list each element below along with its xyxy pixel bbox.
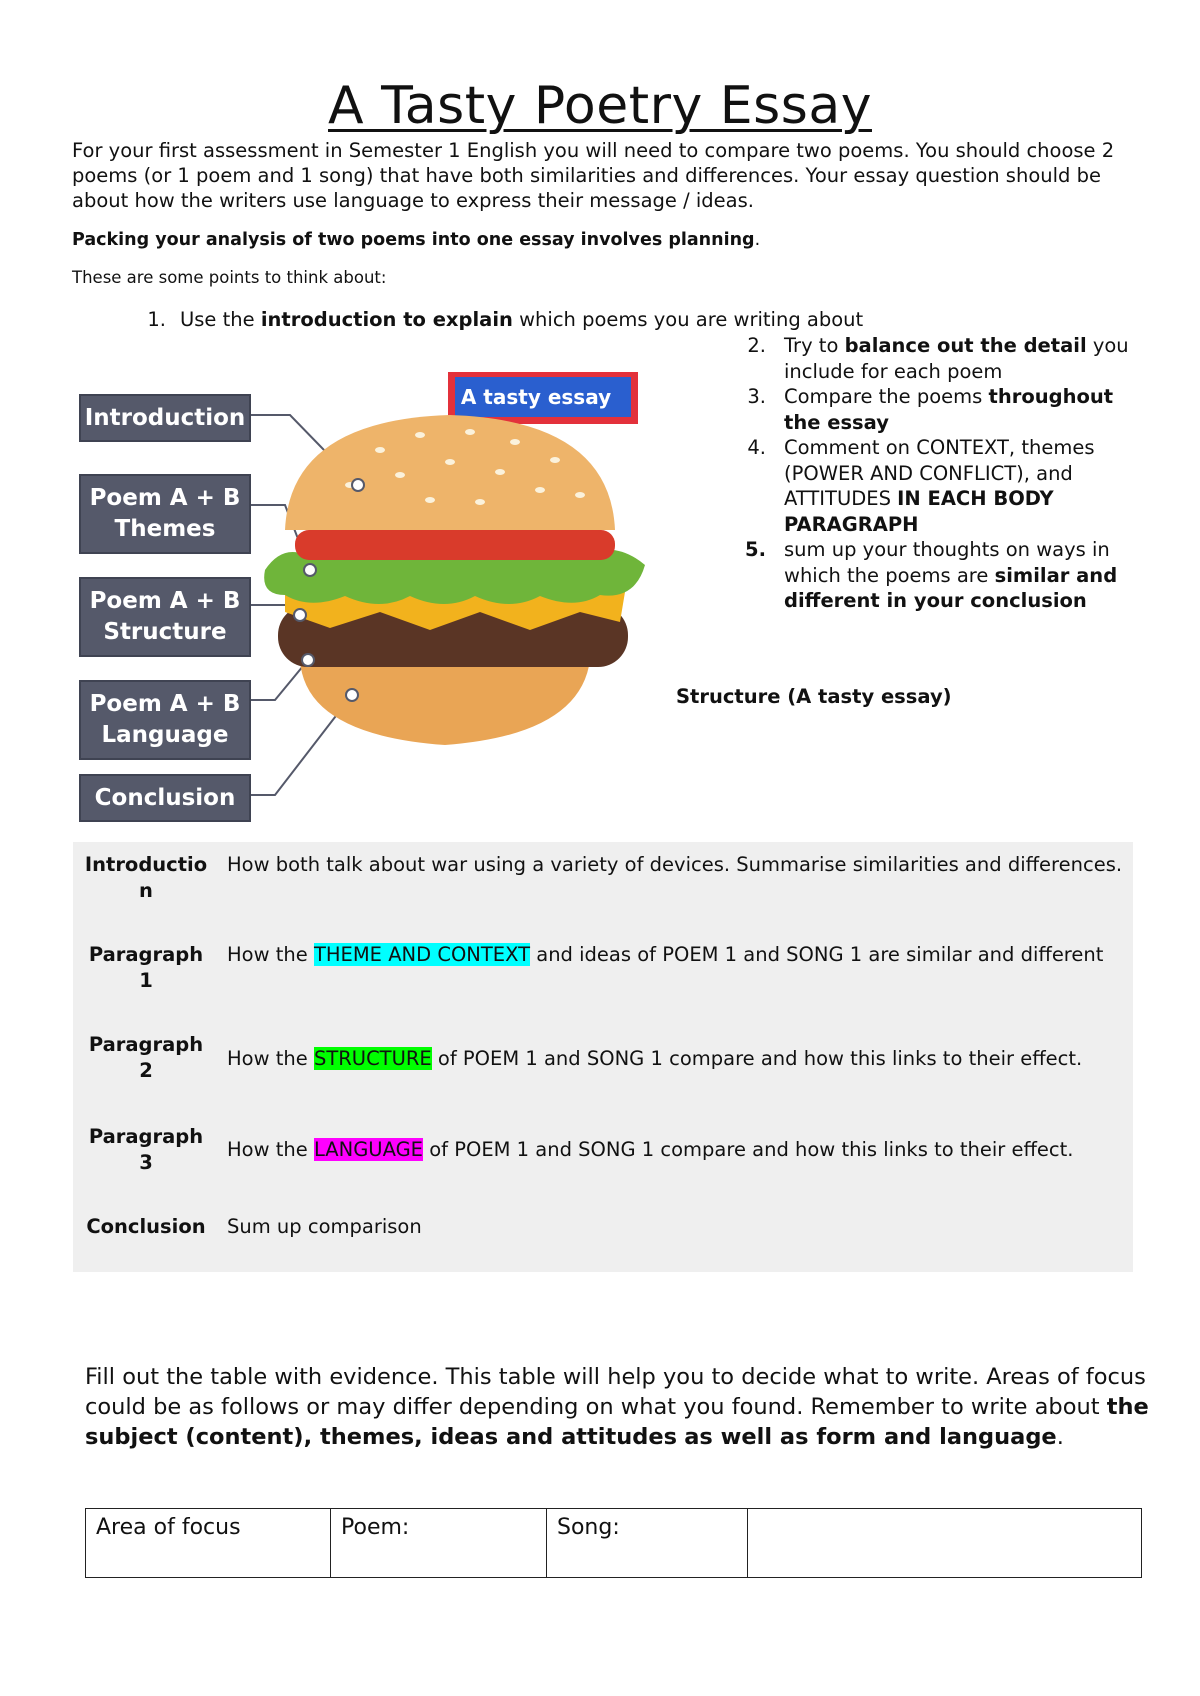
row-label: Introductio n	[84, 853, 208, 902]
label-conclusion: Conclusion	[79, 774, 251, 822]
row-text-part: Sum up comparison	[227, 1215, 422, 1238]
page-title: A Tasty Poetry Essay	[328, 76, 872, 136]
list-text	[784, 435, 1144, 537]
packing-statement	[72, 230, 760, 250]
instruction-bold: form and	[808, 1424, 940, 1450]
row-text-part: and ideas of POEM 1 and SONG 1 are similar and different	[530, 943, 1104, 966]
list-text-bold: similar and different in your conclusion	[784, 563, 1118, 612]
flag-label: A tasty essay	[460, 385, 612, 409]
evidence-table	[85, 1508, 1142, 1578]
row-text-part: How the	[227, 943, 314, 966]
list-text-bold: throughout the essay	[784, 385, 1114, 434]
list-number: 3.	[747, 385, 766, 408]
row-text	[227, 1214, 1127, 1240]
instruction-bold: language	[939, 1424, 1057, 1450]
row-text-part: How the	[227, 1138, 314, 1161]
row-label: Paragraph 2	[88, 1033, 204, 1082]
row-text	[227, 852, 1127, 878]
list-text-part: which poems you are writing about	[512, 308, 864, 331]
list-text-part: you include for each poem	[784, 334, 1129, 383]
list-number: 5.	[745, 538, 766, 561]
top-bun-icon	[285, 415, 615, 530]
list-text-part: sum up your thoughts on ways in which the poems are	[784, 538, 1110, 587]
row-text-part: How the	[227, 1047, 314, 1070]
list-text-part: Use the	[180, 308, 261, 331]
list-text-part: Compare the poems	[784, 385, 989, 408]
row-text	[227, 942, 1127, 968]
bottom-bun-icon	[300, 660, 590, 745]
list-text	[784, 384, 1144, 435]
list-text-bold: introduction to explain	[260, 308, 513, 331]
header-blank[interactable]	[748, 1509, 1142, 1578]
list-text-bold: balance out the detail	[844, 334, 1087, 357]
packing-bold-text: Packing your analysis of two poems into one essay involves planning	[72, 230, 755, 250]
intro-paragraph: For your first assessment in Semester 1 English you will need to compare two poems. You should choose 2 poems (or 1 poem and 1 song) that have both similarities and differences. Your essay question should be about how the writers use language to express their message / ideas.	[72, 139, 1115, 212]
header-song[interactable]: Song:	[547, 1509, 748, 1578]
label-introduction: Introduction	[79, 394, 251, 442]
list-number: 4.	[747, 436, 766, 459]
instruction-text: .	[1056, 1424, 1064, 1450]
label-structure: Poem A + B Structure	[79, 577, 251, 657]
instruction-paragraph	[85, 1362, 1155, 1452]
highlight-theme: THEME AND CONTEXT	[313, 943, 531, 966]
row-label: Paragraph 1	[88, 943, 204, 992]
instruction-text: Fill out the table with evidence. This table will help you to decide what to write. Areas of focus could be as follows or may differ depending on what you found. Remember to write about	[85, 1364, 1146, 1420]
list-text-part: Comment on CONTEXT, themes (POWER AND CONFLICT), and ATTITUDES	[784, 436, 1095, 510]
row-text	[227, 1137, 1127, 1163]
list-text	[180, 307, 863, 333]
structure-caption: Structure (A tasty essay)	[676, 685, 952, 708]
list-text	[784, 333, 1144, 384]
list-text-part: Try to	[784, 334, 845, 357]
row-text	[227, 1046, 1127, 1072]
header-poem[interactable]: Poem:	[331, 1509, 547, 1578]
row-text-part: How both talk about war using a variety of devices. Summarise similarities and differences.	[227, 853, 1123, 876]
highlight-structure: STRUCTURE	[313, 1047, 432, 1070]
packing-end: .	[754, 230, 761, 250]
essay-plan-table	[73, 842, 1133, 1272]
list-text-bold: IN EACH BODY PARAGRAPH	[784, 487, 1054, 536]
row-label: Conclusion	[86, 1215, 206, 1238]
list-number: 1.	[147, 308, 166, 331]
instruction-bold: the subject (content), themes, ideas and attitudes	[85, 1394, 1149, 1450]
label-language: Poem A + B Language	[79, 680, 251, 760]
row-text-part: of POEM 1 and SONG 1 compare and how this links to their effect.	[431, 1047, 1083, 1070]
table-row	[86, 1509, 1142, 1578]
highlight-language: LANGUAGE	[313, 1138, 424, 1161]
tomato-icon	[295, 530, 615, 560]
header-area-of-focus[interactable]: Area of focus	[86, 1509, 331, 1578]
instruction-bold: as well as	[684, 1424, 809, 1450]
label-themes: Poem A + B Themes	[79, 474, 251, 554]
points-intro: These are some points to think about:	[72, 268, 387, 287]
list-number: 2.	[747, 334, 766, 357]
list-text	[784, 537, 1144, 614]
row-text-part: of POEM 1 and SONG 1 compare and how this links to their effect.	[423, 1138, 1074, 1161]
row-label: Paragraph 3	[88, 1125, 204, 1174]
